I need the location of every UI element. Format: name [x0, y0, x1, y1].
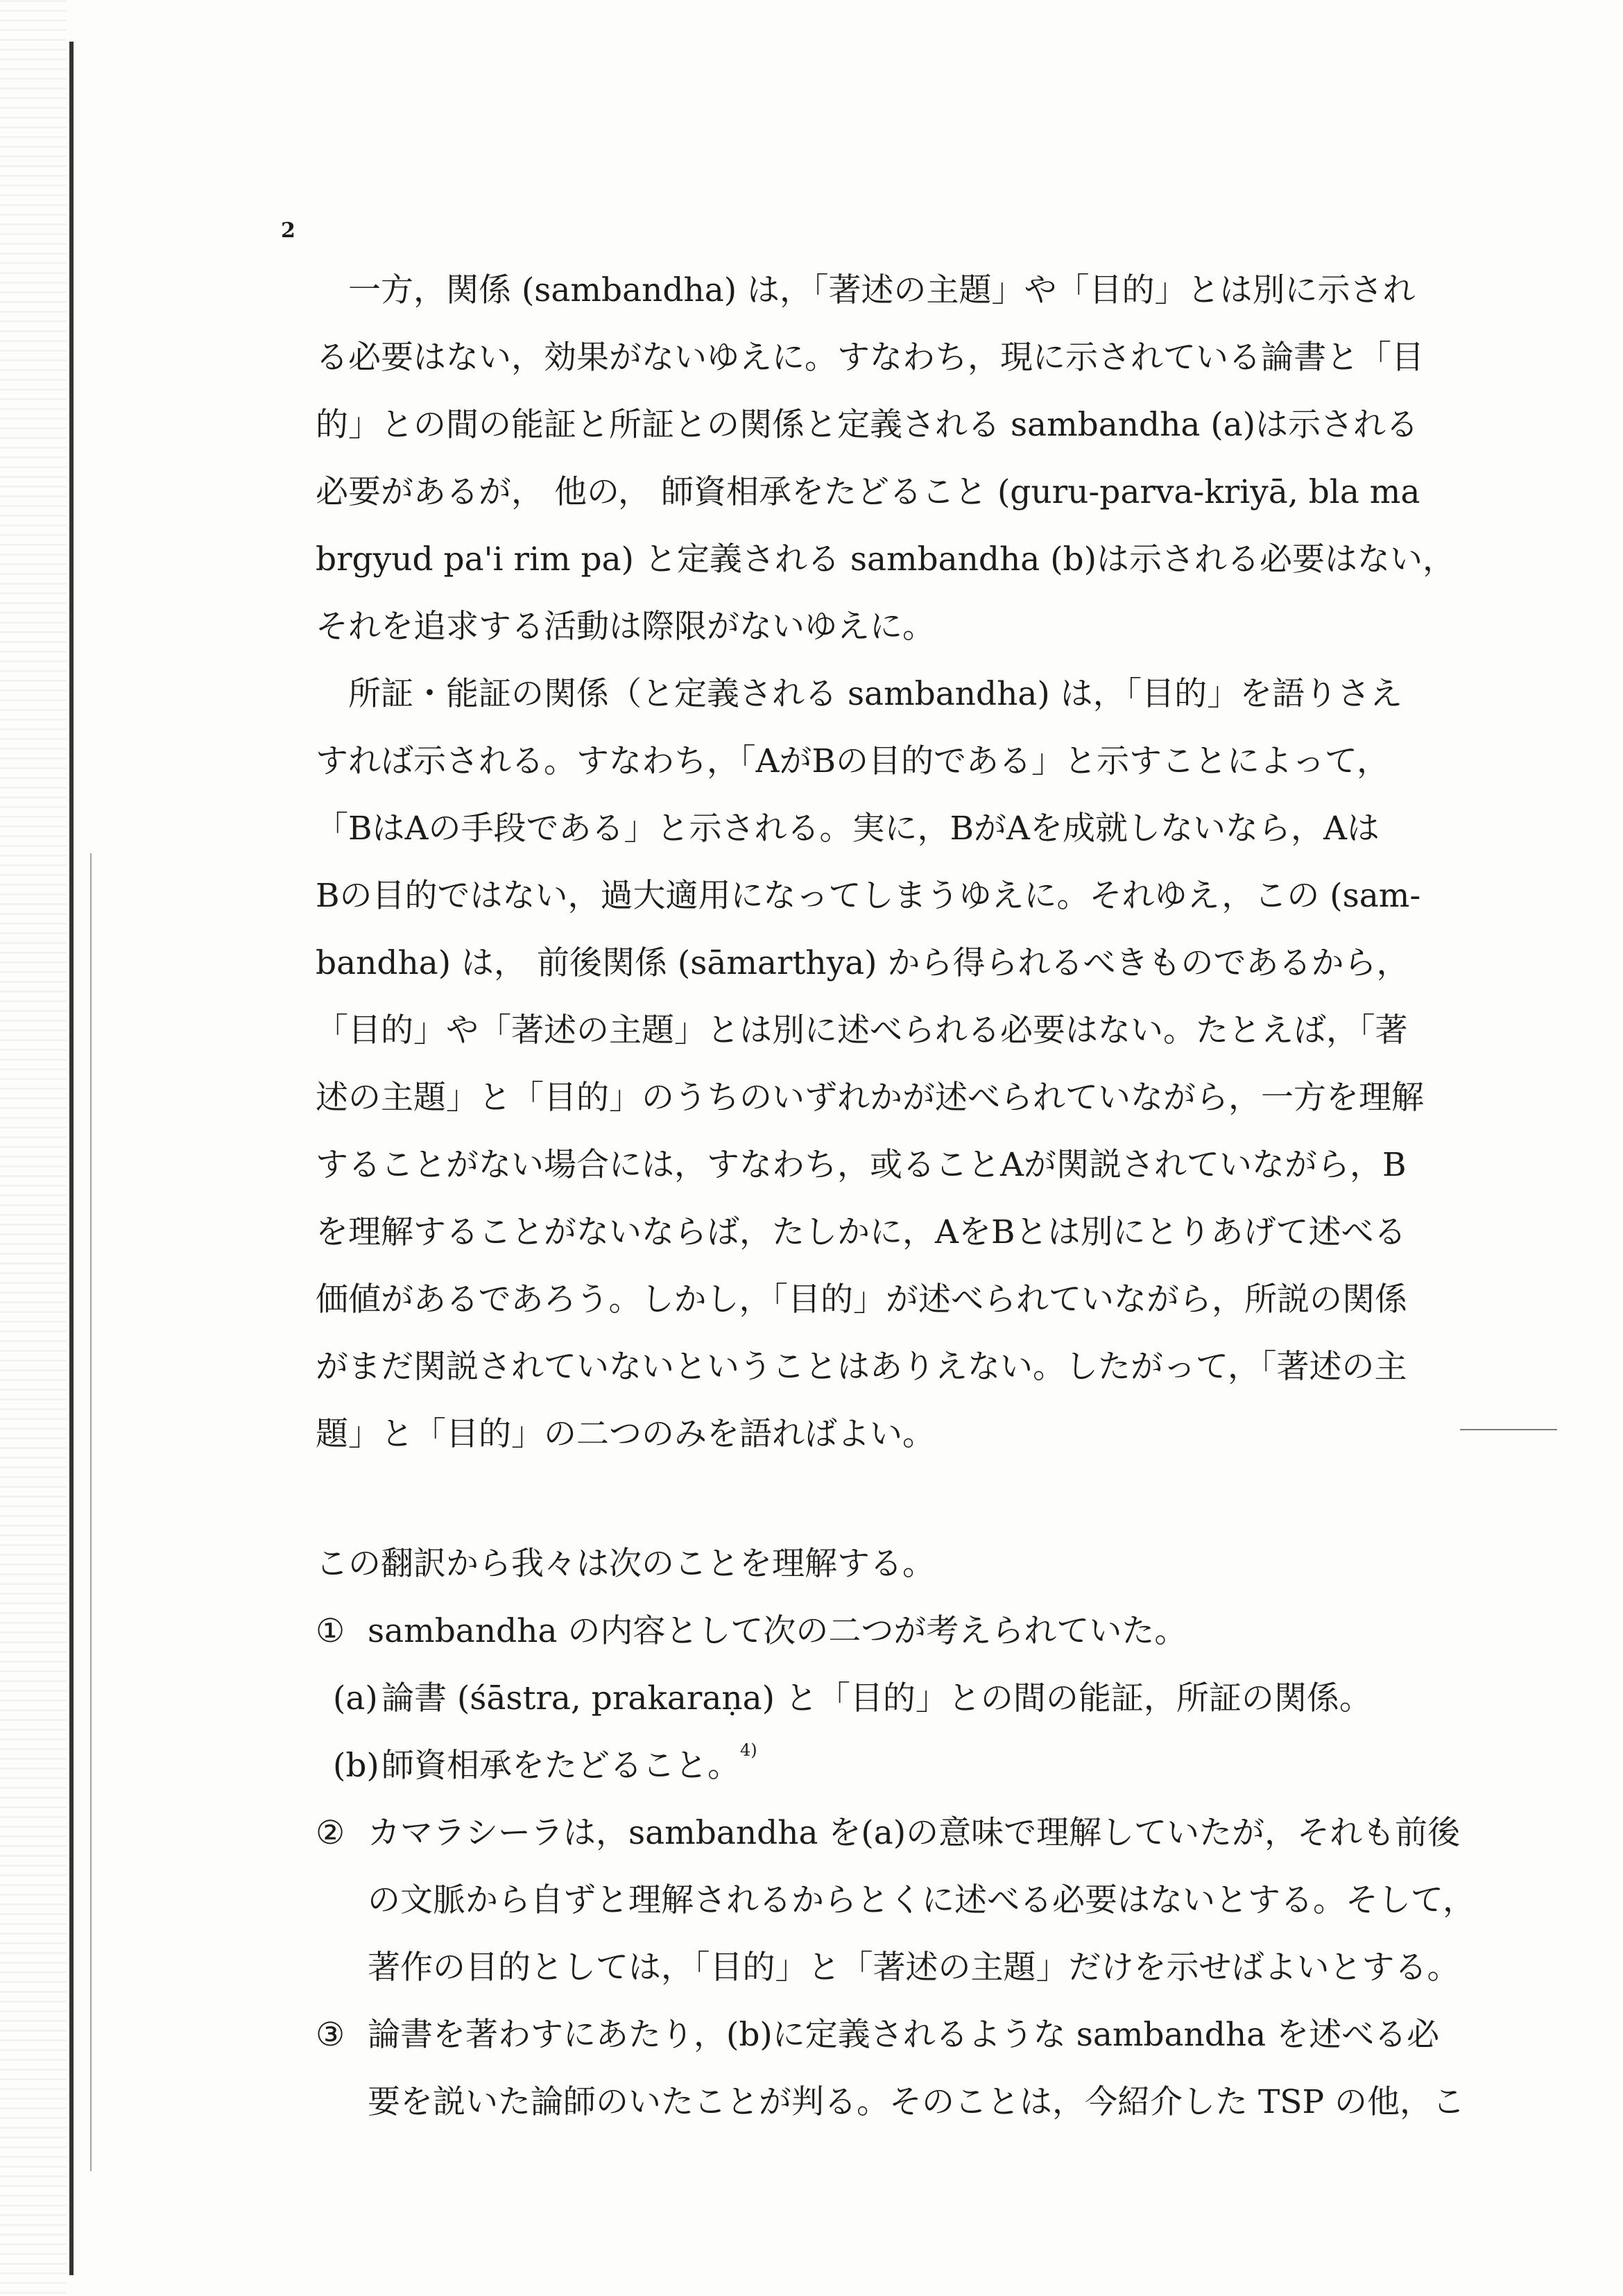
- text-line: brgyud pa'i rim pa) と定義される sambandha (b)は示される必要はない，: [316, 540, 1455, 579]
- item-marker: ①: [316, 1612, 345, 1650]
- text-line: Bの目的ではない，過大適用になってしまうゆえに。それゆえ，この (sam-: [316, 877, 1421, 915]
- text-line: る必要はない，効果がないゆえに。すなわち，現に示されている論書と「目: [316, 339, 1424, 377]
- text-line: すれば示される。すなわち，「AがBの目的である」と示すことによって，: [316, 742, 1390, 780]
- text-line: を理解することがないならば，たしかに，AをBとは別にとりあげて述べる: [316, 1213, 1407, 1251]
- text-line: それを追求する活動は際限がないゆえに。: [316, 608, 935, 646]
- text-line: 「BはAの手段である」と示される。実に，BがAを成就しないなら，Aは: [316, 809, 1380, 848]
- item-text: 要を説いた論師のいたことが判る。そのことは，今紹介した TSP の他，こ: [368, 2083, 1466, 2121]
- scan-edge-noise: [0, 0, 67, 2296]
- text-line: 価値があるであろう。しかし，「目的」が述べられていながら，所説の関係: [316, 1280, 1408, 1319]
- text-line: 「目的」や「著述の主題」とは別に述べられる必要はない。たとえば，「著: [316, 1011, 1408, 1050]
- text-line: 所証・能証の関係（と定義される sambandha) は，「目的」を語りさえ: [348, 675, 1403, 713]
- footnote-reference: 4): [740, 1740, 757, 1760]
- scan-margin-rule: [69, 42, 74, 2275]
- page-number: 2: [281, 219, 295, 243]
- item-marker: ③: [316, 2016, 345, 2054]
- paragraph-1: [316, 257, 1519, 660]
- text-line: 述の主題」と「目的」のうちのいずれかが述べられていながら，一方を理解: [316, 1079, 1424, 1117]
- item-text: の文脈から自ずと理解されるからとくに述べる必要はないとする。そして，: [368, 1881, 1476, 1919]
- list-item-1: [316, 1597, 1519, 1799]
- list-item-2: [316, 1799, 1519, 2001]
- sub-item-marker: (a): [333, 1679, 378, 1717]
- body-text: [316, 257, 1519, 2136]
- item-text: sambandha の内容として次の二つが考えられていた。: [368, 1612, 1187, 1650]
- sub-item-text: 論書 (śāstra, prakaraṇa) と「目的」との間の能証，所証の関係。: [381, 1679, 1372, 1717]
- text-line: bandha) は， 前後関係 (sāmarthya) から得られるべきものであるから，: [316, 944, 1409, 982]
- text-line: がまだ関説されていないということはありえない。したがって，「著述の主: [316, 1348, 1407, 1386]
- section-gap: [316, 1468, 1519, 1530]
- sub-item-marker: (b): [333, 1747, 379, 1785]
- text-line: することがない場合には，すなわち，或ることAが関説されていながら，B: [316, 1146, 1407, 1184]
- text-line: 必要があるが， 他の， 師資相承をたどること (guru-parva-kriyā, bla ma: [316, 473, 1420, 511]
- scan-margin-rule-secondary: [90, 853, 92, 2171]
- sub-item-text: 師資相承をたどること。: [381, 1747, 740, 1785]
- text-line: 題」と「目的」の二つのみを語ればよい。: [316, 1415, 935, 1453]
- intro-line: この翻訳から我々は次のことを理解する。: [316, 1545, 935, 1583]
- item-text: 論書を著わすにあたり，(b)に定義されるような sambandha を述べる必: [368, 2016, 1440, 2054]
- text-line: 一方，関係 (sambandha) は，「著述の主題」や「目的」とは別に示され: [348, 271, 1416, 309]
- item-marker: ②: [316, 1814, 345, 1852]
- list-item-3: [316, 2001, 1519, 2136]
- text-line: 的」との間の能証と所証との関係と定義される sambandha (a)は示される: [316, 406, 1419, 444]
- item-text: 著作の目的としては，「目的」と「著述の主題」だけを示せばよいとする。: [368, 1948, 1460, 1987]
- paragraph-2: [316, 660, 1519, 1468]
- item-text: カマラシーラは，sambandha を(a)の意味で理解していたが，それも前後: [368, 1814, 1461, 1852]
